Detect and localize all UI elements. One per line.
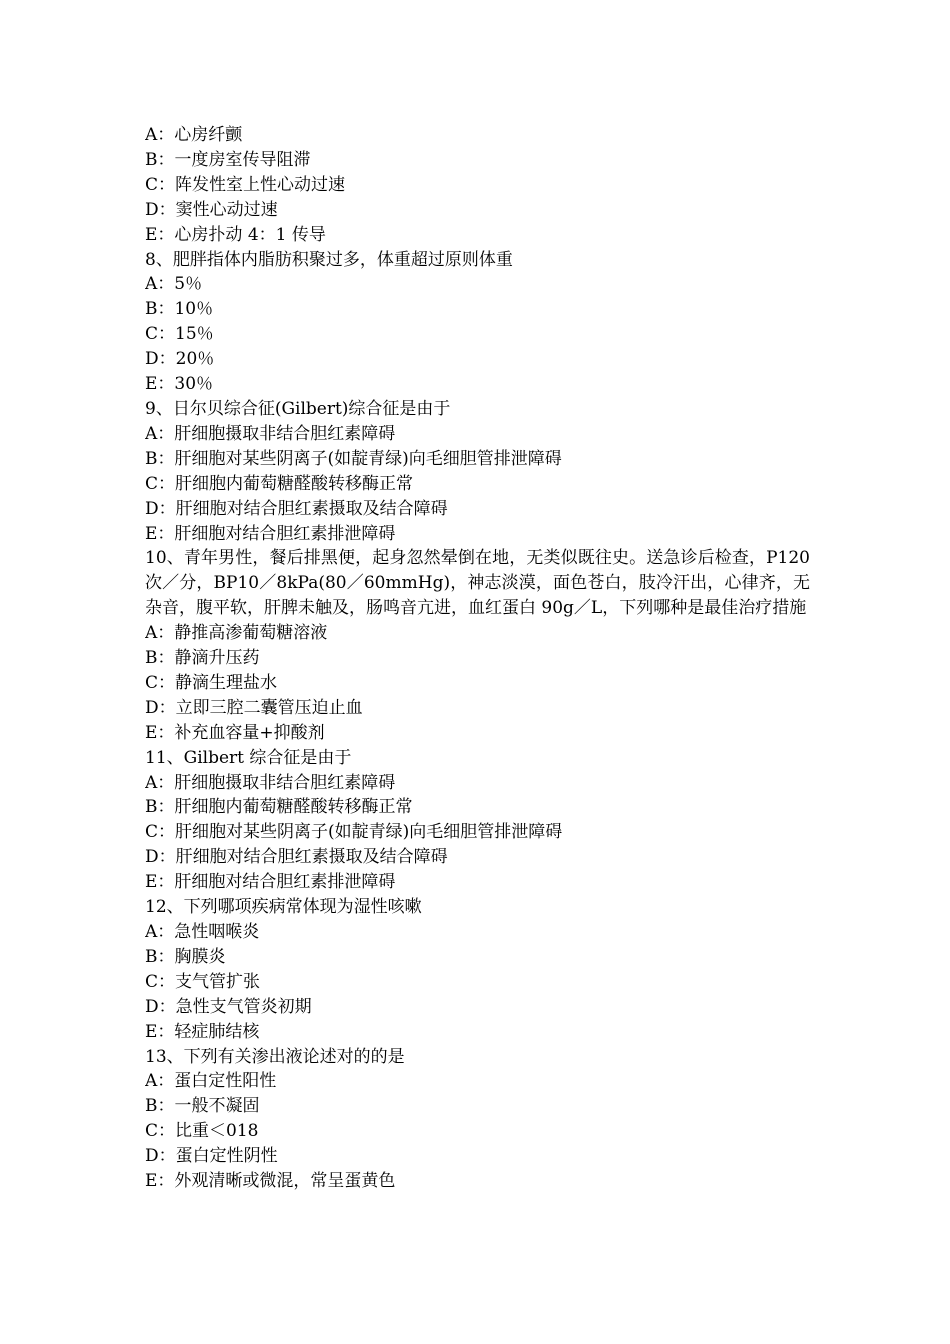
question-8: 8、肥胖指体内脂肪积聚过多，体重超过原则体重 [145, 249, 513, 270]
option-c: C：比重＜018 [145, 1121, 259, 1142]
option-e: E：补充血容量+抑酸剂 [145, 722, 325, 743]
document-page [145, 123, 810, 1194]
option-e: E：肝细胞对结合胆红素排泄障碍 [145, 872, 396, 893]
option-a: A：肝细胞摄取非结合胆红素障碍 [145, 423, 396, 444]
option-c: C：15％ [145, 324, 214, 345]
option-e: E：轻症肺结核 [145, 1021, 260, 1042]
option-c: C：阵发性室上性心动过速 [145, 174, 346, 195]
question-12: 12、下列哪项疾病常体现为湿性咳嗽 [145, 897, 422, 918]
option-e: E：心房扑动 4：1 传导 [145, 224, 326, 245]
option-a: A：肝细胞摄取非结合胆红素障碍 [145, 772, 396, 793]
option-e: E：30％ [145, 374, 214, 395]
option-c: C：肝细胞内葡萄糖醛酸转移酶正常 [145, 473, 414, 494]
question-10: 10、青年男性，餐后排黑便，起身忽然晕倒在地，无类似既往史。送急诊后检查，P120 次／分，BP10／8kPa(80／60mmHg)，神志淡漠，面色苍白，肢冷汗出，心律齐，无杂音，腹平软，肝脾未触及，肠鸣音亢进，血红蛋白 90g／L，下列哪种是最佳治疗措施 [145, 548, 810, 619]
option-a: A：静推高渗葡萄糖溶液 [145, 623, 328, 644]
option-b: B：静滴升压药 [145, 648, 260, 669]
option-d: D：急性支气管炎初期 [145, 996, 312, 1017]
option-a: A：5％ [145, 274, 203, 295]
option-b: B：10％ [145, 299, 214, 320]
option-a: A：心房纤颤 [145, 125, 243, 145]
option-c: C：肝细胞对某些阴离子(如靛青绿)向毛细胆管排泄障碍 [145, 822, 563, 843]
option-e: E：肝细胞对结合胆红素排泄障碍 [145, 523, 396, 544]
option-b: B：一般不凝固 [145, 1096, 260, 1117]
question-11: 11、Gilbert 综合征是由于 [145, 747, 352, 768]
option-a: A：急性咽喉炎 [145, 922, 260, 942]
option-d: D：蛋白定性阴性 [145, 1146, 278, 1167]
option-a: A：蛋白定性阳性 [145, 1071, 277, 1092]
option-b: B：肝细胞对某些阴离子(如靛青绿)向毛细胆管排泄障碍 [145, 448, 562, 469]
option-c: C：支气管扩张 [145, 971, 261, 992]
option-b: B：一度房室传导阻滞 [145, 149, 311, 170]
option-d: D：窦性心动过速 [145, 199, 278, 220]
option-d: D：立即三腔二囊管压迫止血 [145, 697, 363, 718]
option-c: C：静滴生理盐水 [145, 672, 278, 693]
option-b: B：胸膜炎 [145, 946, 226, 967]
option-d: D：肝细胞对结合胆红素摄取及结合障碍 [145, 498, 448, 519]
question-13: 13、下列有关渗出液论述对的的是 [145, 1046, 405, 1067]
question-9: 9、日尔贝综合征(Gilbert)综合征是由于 [145, 398, 451, 419]
option-b: B：肝细胞内葡萄糖醛酸转移酶正常 [145, 797, 413, 818]
option-d: D：20％ [145, 349, 215, 370]
option-e: E：外观清晰或微混，常呈蛋黄色 [145, 1171, 396, 1192]
option-d: D：肝细胞对结合胆红素摄取及结合障碍 [145, 847, 448, 868]
